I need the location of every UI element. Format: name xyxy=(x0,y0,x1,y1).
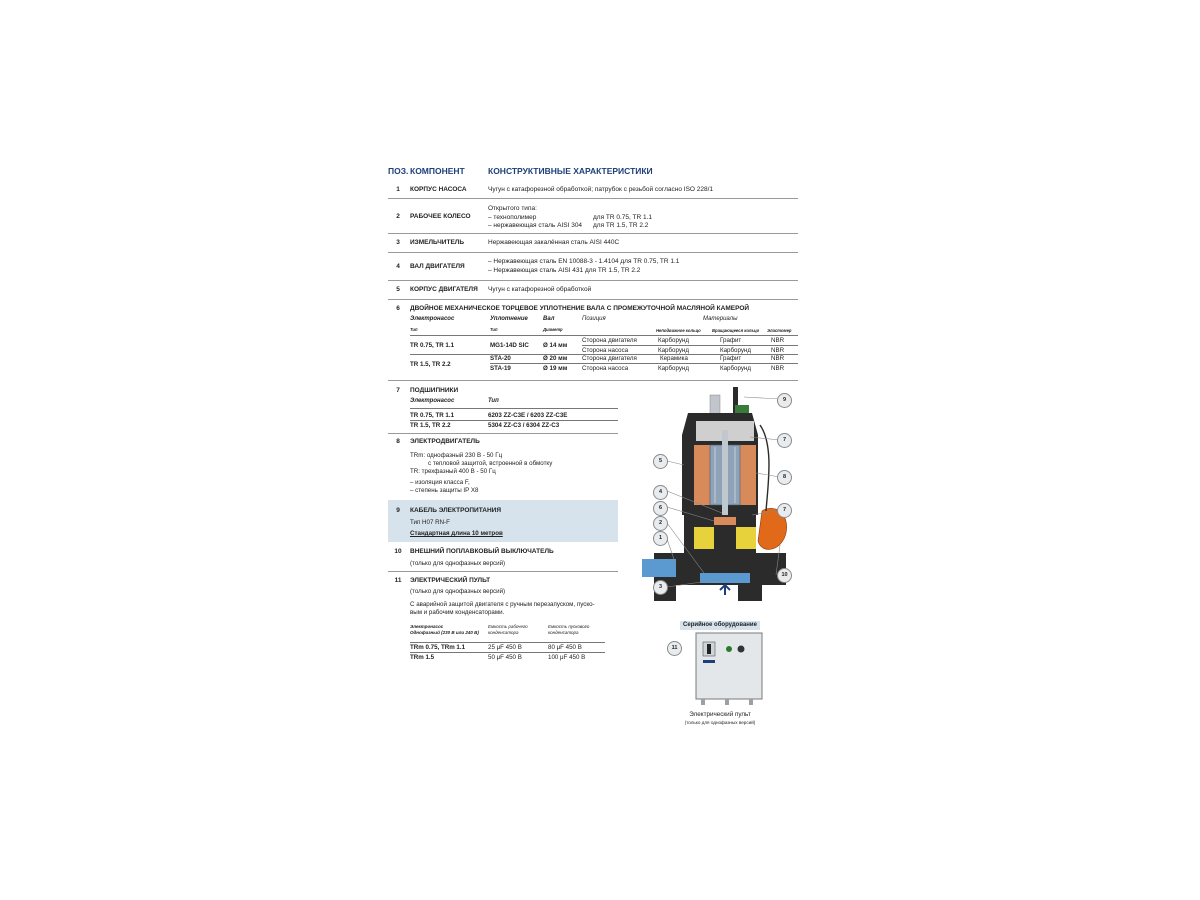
row-desc-line: – нержавеющая сталь AISI 304 xyxy=(488,222,583,229)
seal-cell-shaft: Ø 19 мм xyxy=(543,365,568,372)
bearing-pump: TR 1.5, TR 2.2 xyxy=(410,422,451,429)
seal-cell-elastomer: NBR xyxy=(771,337,785,344)
stator-right-icon xyxy=(740,445,756,505)
callout-7-bottom: 7 xyxy=(777,503,792,518)
bearing-type: 5304 ZZ-C3 / 6304 ZZ-C3 xyxy=(488,422,560,429)
panel-start-cap: 100 μF 450 В xyxy=(548,654,586,661)
seal-cell-stationary: Карборунд xyxy=(658,365,689,372)
row-num: 6 xyxy=(396,305,400,312)
row-8 xyxy=(388,438,618,498)
seal-cell-shaft: Ø 20 мм xyxy=(543,355,568,362)
callout-2: 2 xyxy=(653,516,668,531)
seal-icon xyxy=(714,517,736,525)
callout-7-top: 7 xyxy=(777,433,792,448)
row-9 xyxy=(388,500,618,542)
row-num: 10 xyxy=(394,548,402,555)
row-num: 9 xyxy=(396,507,400,514)
motor-line: TR: трехфазный 400 В - 50 Гц xyxy=(410,468,496,475)
panel-desc: вым и рабочим конденсаторами. xyxy=(410,609,505,616)
callout-9: 9 xyxy=(777,393,792,408)
seal-table xyxy=(410,316,798,378)
row-num: 3 xyxy=(396,239,400,246)
row-component: КОРПУС НАСОСА xyxy=(410,186,467,193)
seal-cell-stationary: Карборунд xyxy=(658,337,689,344)
divider xyxy=(388,380,798,381)
motor-line: – изоляция класса F, xyxy=(410,479,470,486)
row-desc-right: для TR 1.5, TR 2.2 xyxy=(593,222,649,229)
control-panel-illustration xyxy=(695,632,765,708)
callout-8: 8 xyxy=(777,470,792,485)
panel-header-pump: Электронасос xyxy=(410,624,444,629)
seal-header-shaft: Вал xyxy=(543,316,555,322)
seal-cell-seal: MG1-14D SIC xyxy=(490,342,529,349)
seal-cell-stationary: Керамика xyxy=(660,355,688,362)
seal-cell-position: Сторона насоса xyxy=(582,365,629,372)
divider xyxy=(388,571,618,572)
seal-header-pump: Электронасос xyxy=(410,316,455,322)
row-desc: Чугун с катафорезной обработкой xyxy=(488,286,592,293)
seal-cell-position: Сторона двигателя xyxy=(582,337,637,344)
divider xyxy=(388,280,798,281)
callout-10: 10 xyxy=(777,568,792,583)
row-desc-line: – Нержавеющая сталь EN 10088-3 - 1.4104 для TR 0.75, TR 1.1 xyxy=(488,258,680,265)
row-desc-line: Открытого типа: xyxy=(488,205,537,212)
bearing-header-type: Тип xyxy=(488,398,499,404)
row-component: ЭЛЕКТРОДВИГАТЕЛЬ xyxy=(410,438,480,445)
row-desc-right: для TR 0.75, TR 1.1 xyxy=(593,213,653,221)
row-component: КОРПУС ДВИГАТЕЛЯ xyxy=(410,286,478,293)
divider xyxy=(410,642,605,643)
seal-header-seal: Уплотнение xyxy=(490,316,528,322)
seal-header-position: Позиция xyxy=(582,316,606,322)
row-desc: Нержавеющая закалённая сталь AISI 440C xyxy=(488,239,620,246)
row-component: ВАЛ ДВИГАТЕЛЯ xyxy=(410,263,465,270)
row-component: КАБЕЛЬ ЭЛЕКТРОПИТАНИЯ xyxy=(410,507,502,514)
seal-cell-rotating: Графит xyxy=(720,355,742,362)
seal-cell-seal: STA-20 xyxy=(490,355,511,362)
inflow-arrow-icon xyxy=(720,585,730,595)
seal-cell-shaft: Ø 14 мм xyxy=(543,342,568,349)
indicator-light-icon xyxy=(726,646,732,652)
row-desc: Чугун с катафорезной обработкой; патрубок с резьбой согласно ISO 228/1 xyxy=(488,186,714,193)
row-7 xyxy=(388,387,618,433)
divider xyxy=(410,335,798,336)
serial-equipment-label: Серийное оборудование xyxy=(680,621,760,630)
header-specs: КОНСТРУКТИВНЫЕ ХАРАКТЕРИСТИКИ xyxy=(488,166,653,176)
panel-caption: Электрический пульт xyxy=(689,711,751,718)
seal-cell-pump: TR 0.75, TR 1.1 xyxy=(410,342,455,349)
panel-desc: С аварийной защитой двигателя с ручным перезапуском, пуско- xyxy=(410,601,595,608)
row-num: 4 xyxy=(396,263,400,270)
callout-6: 6 xyxy=(653,501,668,516)
panel-start-cap: 80 μF 450 В xyxy=(548,644,582,651)
seal-cell-position: Сторона двигателя xyxy=(582,355,637,362)
panel-pump: TRm 0.75, TRm 1.1 xyxy=(410,644,466,651)
float-note: (только для однофазных версий) xyxy=(410,560,506,567)
stator-left-icon xyxy=(694,445,710,505)
panel-run-cap: 50 μF 450 В xyxy=(488,654,522,661)
row-num: 2 xyxy=(396,213,400,220)
motor-line: – степень защиты IP X8 xyxy=(410,487,479,494)
row-10 xyxy=(388,548,618,570)
seal-cell-elastomer: NBR xyxy=(771,355,785,362)
seal-header-materials: Материалы xyxy=(703,316,738,322)
divider xyxy=(388,198,798,199)
cable-length: Стандартная длина 10 метров xyxy=(410,530,503,537)
panel-caption-note: (только для однофазных версий) xyxy=(684,720,756,725)
discharge-icon xyxy=(642,559,676,577)
seal-sub-type: Тип xyxy=(490,327,498,332)
seal-cell-rotating: Карборунд xyxy=(720,365,751,372)
callout-3: 3 xyxy=(653,580,668,595)
oil-left-icon xyxy=(694,527,714,549)
header-component: КОМПОНЕНТ xyxy=(410,166,465,176)
row-desc-line: – технополимер xyxy=(488,213,537,221)
callout-4: 4 xyxy=(653,485,668,500)
divider xyxy=(490,363,798,364)
divider xyxy=(388,252,798,253)
seal-cell-elastomer: NBR xyxy=(771,347,785,354)
row-component: ДВОЙНОЕ МЕХАНИЧЕСКОЕ ТОРЦЕВОЕ УПЛОТНЕНИЕ ВАЛА С ПРОМЕЖУТОЧНОЙ МАСЛЯНОЙ КАМЕРОЙ xyxy=(410,305,750,312)
seal-sub-elastomer: Эластомер xyxy=(767,328,792,333)
bearing-type: 6203 ZZ-C3E / 6203 ZZ-C3E xyxy=(488,412,568,419)
panel-note: (только для однофазных версий) xyxy=(410,588,506,595)
divider xyxy=(582,345,798,346)
motor-line: с тепловой защитой, встроенной в обмотку xyxy=(428,460,553,467)
motor-line: TRm: однофазный 230 В - 50 Гц xyxy=(410,452,503,459)
oil-right-icon xyxy=(736,527,756,549)
divider xyxy=(410,408,618,409)
bearing-pump: TR 0.75, TR 1.1 xyxy=(410,412,455,419)
seal-cell-position: Сторона насоса xyxy=(582,347,629,354)
seal-cell-elastomer: NBR xyxy=(771,365,785,372)
seal-cell-rotating: Карборунд xyxy=(720,347,751,354)
row-component: ЭЛЕКТРИЧЕСКИЙ ПУЛЬТ xyxy=(410,577,491,584)
seal-sub-rotating: Вращающееся кольцо xyxy=(712,328,760,333)
panel-run-cap: 25 μF 450 В xyxy=(488,644,522,651)
row-component: ВНЕШНИЙ ПОПЛАВКОВЫЙ ВЫКЛЮЧАТЕЛЬ xyxy=(410,548,554,555)
row-num: 1 xyxy=(396,186,400,193)
row-num: 7 xyxy=(396,387,400,394)
row-component: ИЗМЕЛЬЧИТЕЛЬ xyxy=(410,239,465,246)
divider xyxy=(388,299,798,300)
row-num: 5 xyxy=(396,286,400,293)
row-num: 11 xyxy=(394,577,402,584)
impeller-icon xyxy=(700,573,750,583)
divider xyxy=(388,433,618,434)
seal-cell-pump: TR 1.5, TR 2.2 xyxy=(410,361,451,368)
divider xyxy=(410,420,618,421)
panel-pump: TRm 1.5 xyxy=(410,654,435,661)
brand-plate-icon xyxy=(703,660,715,663)
seal-cell-stationary: Карборунд xyxy=(658,347,689,354)
seal-cell-rotating: Графит xyxy=(720,337,742,344)
divider xyxy=(388,233,798,234)
row-component: ПОДШИПНИКИ xyxy=(410,387,459,394)
panel-header-start: Емкость пускового конденсатора xyxy=(548,624,590,635)
seal-sub-stationary: Неподвижное кольцо xyxy=(656,328,701,333)
panel-subheader: Однофазный (230 В или 240 В) xyxy=(410,630,479,635)
row-11 xyxy=(388,577,618,667)
seal-cell-seal: STA-19 xyxy=(490,365,511,372)
callout-11: 11 xyxy=(667,641,682,656)
seal-sub-diameter: Диаметр xyxy=(543,327,563,332)
header-pos: ПОЗ. xyxy=(388,166,409,176)
row-component: РАБОЧЕЕ КОЛЕСО xyxy=(410,213,471,220)
seal-sub-type: Тип xyxy=(410,327,418,332)
row-desc-line: – Нержавеющая сталь AISI 431 для TR 1.5, TR 2.2 xyxy=(488,266,641,274)
cable-type: Тип H07 RN-F xyxy=(410,519,450,526)
panel-header-run: Емкость рабочего конденсатора xyxy=(488,624,528,635)
callout-1: 1 xyxy=(653,531,668,546)
bearing-header-pump: Электронасос xyxy=(410,398,455,404)
reset-button-icon xyxy=(738,646,745,653)
divider xyxy=(410,652,605,653)
row-num: 8 xyxy=(396,438,400,445)
callout-5: 5 xyxy=(653,454,668,469)
